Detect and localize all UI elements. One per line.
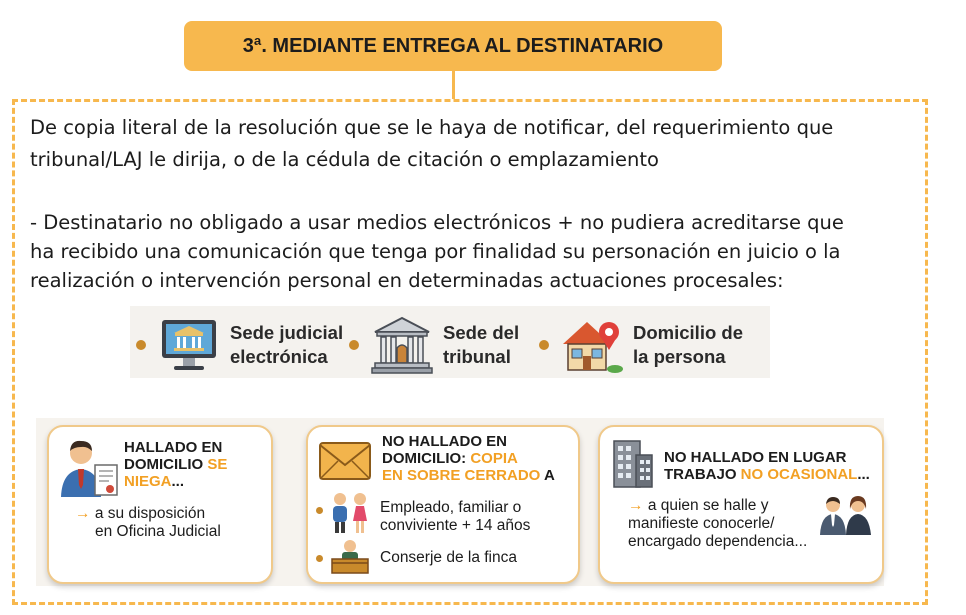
bullet-dot [316,507,323,514]
place-label: Domicilio de la persona [633,322,743,367]
place-label: Sede del tribunal [443,322,520,367]
condition-line-3: realización o intervención personal en determinadas actuaciones procesales: [30,269,784,292]
computer-courthouse-icon [156,312,222,378]
bullet-dot [349,340,359,350]
place-sede-tribunal [349,312,519,378]
card-hallado-se-niega [47,425,273,584]
condition-paragraph [30,208,910,295]
section-title-text: 3ª. MEDIANTE ENTREGA AL DESTINATARIO [242,34,664,57]
place-domicilio-persona [539,312,743,378]
card-no-hallado-trabajo [598,425,884,584]
condition-line-2: ha recibido una comunicación que tenga por finalidad su personación en juicio o la [30,240,841,263]
concierge-desk-icon [328,539,372,575]
card-text: → a quien se halle y manifieste conocerle/ encargado dependencia... [628,497,808,550]
card-title: NO HALLADO EN LUGAR TRABAJO NO OCASIONAL... [664,449,870,483]
courthouse-icon [369,312,435,378]
card-title: HALLADO EN DOMICILIO SE NIEGA... [124,439,228,490]
envelope-icon [318,441,372,481]
card-no-hallado-domicilio [306,425,580,584]
intro-paragraph [30,112,910,176]
office-building-icon [610,437,656,489]
bullet-dot [539,340,549,350]
condition-line-1: - Destinatario no obligado a usar medios electrónicos + no pudiera acreditarse que [30,211,844,234]
intro-line-1: De copia literal de la resolución que se le haya de notificar, del requerimiento que [30,116,834,139]
people-icon [818,495,874,537]
place-sede-judicial-electronica [136,312,343,378]
section-title [184,21,722,71]
arrow-right-icon: → [75,505,91,522]
family-icon [328,491,372,535]
man-document-icon [59,437,121,499]
house-pin-icon [559,312,625,378]
card-text: → a su disposición en Oficina Judicial [75,505,221,540]
card-item-conserje: Conserje de la finca [380,549,517,566]
bullet-dot [316,555,323,562]
card-title: NO HALLADO EN DOMICILIO: COPIA EN SOBRE CERRADO A [382,433,555,484]
arrow-right-icon: → [628,497,644,514]
card-item-empleado: Empleado, familiar o conviviente + 14 años [380,499,531,534]
intro-line-2: tribunal/LAJ le dirija, o de la cédula de citación o emplazamiento [30,148,659,171]
bullet-dot [136,340,146,350]
title-connector-line [452,71,455,99]
place-label: Sede judicial electrónica [230,322,344,367]
